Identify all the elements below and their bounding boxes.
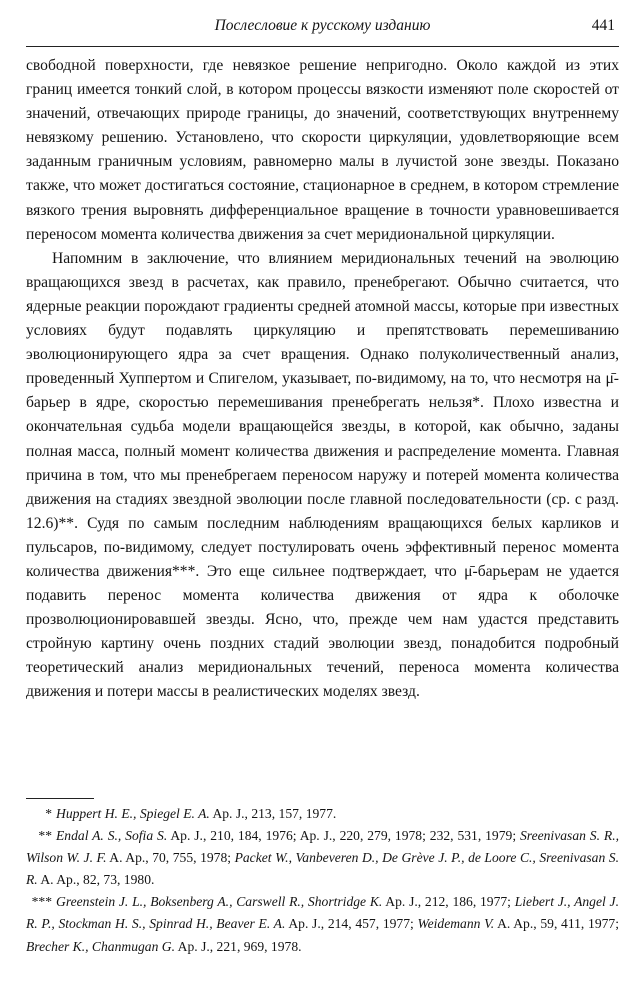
footnote-reference: A. Ap., 82, 73, 1980.	[37, 872, 155, 888]
footnote-authors: Packet W., Vanbeveren D., De Grève J. P., de Loore C., Sreenivasan S. R.	[26, 850, 620, 888]
footnote-authors: Weidemann V.	[417, 916, 495, 932]
footnote	[26, 825, 619, 891]
footnote-reference: Ap. J., 212, 186, 1977;	[382, 894, 515, 910]
footnote-reference: Ap. J., 210, 184, 1976; Ap. J., 220, 279, 1978; 232, 531, 1979;	[167, 828, 520, 844]
header-rule	[26, 46, 619, 47]
page-number: 441	[591, 17, 615, 34]
footnote	[26, 803, 619, 825]
footnote-reference: Ap. J., 214, 457, 1977;	[285, 916, 418, 932]
page-header	[26, 14, 619, 38]
footnotes	[26, 803, 619, 958]
footnote-authors: Sreenivasan S. R., Wilson W. J. F.	[26, 828, 619, 866]
footnote-mark: *	[45, 806, 52, 821]
running-title: Послесловие к русскому изданию	[214, 17, 431, 34]
footnote-authors: Brecher K., Chanmugan G.	[26, 938, 176, 954]
footnote-reference: A. Ap., 70, 755, 1978;	[106, 850, 235, 866]
paragraph: Напомним в заключение, что влиянием меридиональных течений на эволюцию вращающихся звезд в расчетах, как правило, пренебрегают. Обычно считается, что ядерные реакции порождают градиенты средней атомной массы, которые при известных условиях будут подавлять циркуляцию и препятствовать перемешиванию эволюционирующего ядра за счет вращения. Однако полуколичественный анализ, проведенный Хуппертом и Спигелом, указывает, по-видимому, на то, что несмотря на μ̄-барьер в ядре, скоростью перемешивания пренебрегать нельзя*. Плохо известна и окончательная судьба модели вращающейся звезды, в которой, как обычно, заданы полная масса, полный момент количества движения и распределение момента. Главная причина в том, что мы пренебрегаем переносом наружу и потерей момента количества движения на стадиях звездной эволюции после главной последовательности (ср. с разд. 12.6)**. Судя по самым последним наблюдениям вращающихся белых карликов и пульсаров, по-видимому, следует постулировать очень эффективный перенос момента количества движения***. Это еще сильнее подтверждает, что μ̄-барьерам не удается подавить перенос момента количества движения от ядра к оболочке прозволюционировавшей звезды. Ясно, что, прежде чем нам удастся представить стройную картину очень поздних стадий эволюции звезд, понадобится подробный теоретический анализ меридиональных течений, переноса момента количества движения и потери массы в реалистических моделях звезд.	[26, 249, 619, 701]
paragraph: свободной поверхности, где невязкое решение непригодно. Около каждой из этих границ имеется тонкий слой, в котором процессы вязкости изменяют поле скоростей от значений, отвечающих природе границы, до значений, соответствующих внутреннему невязкому решению. Установлено, что скорости циркуляции, удовлетворяющие всем заданным граничным условиям, равномерно малы в лучистой зоне звезды. Показано также, что может достигаться состояние, стационарное в среднем, в котором стремление вязкого трения выровнять дифференциальное вращение в точности уравновешивается переносом момента количества движения за счет меридиональной циркуляции.	[26, 57, 619, 243]
footnote-mark: ***	[31, 894, 52, 910]
footnote-authors: Liebert J., Angel J. R. P., Stockman H. S., Spinrad H., Beaver E. A.	[26, 894, 619, 932]
footnote-authors: Greenstein J. L., Boksenberg A., Carswell R., Shortridge K.	[56, 894, 383, 910]
footnote-rule	[26, 798, 94, 799]
footnote	[26, 891, 619, 957]
footnote-authors: Huppert H. E., Spiegel E. A.	[56, 806, 210, 821]
footnote-reference: Ap. J., 213, 157, 1977.	[209, 806, 337, 821]
body-text	[26, 54, 619, 705]
footnote-reference: A. Ap., 59, 411, 1977;	[494, 916, 620, 932]
footnote-reference: Ap. J., 221, 969, 1978.	[175, 938, 302, 954]
footnote-mark: **	[38, 828, 52, 844]
footnote-authors: Endal A. S., Sofia S.	[56, 828, 168, 844]
